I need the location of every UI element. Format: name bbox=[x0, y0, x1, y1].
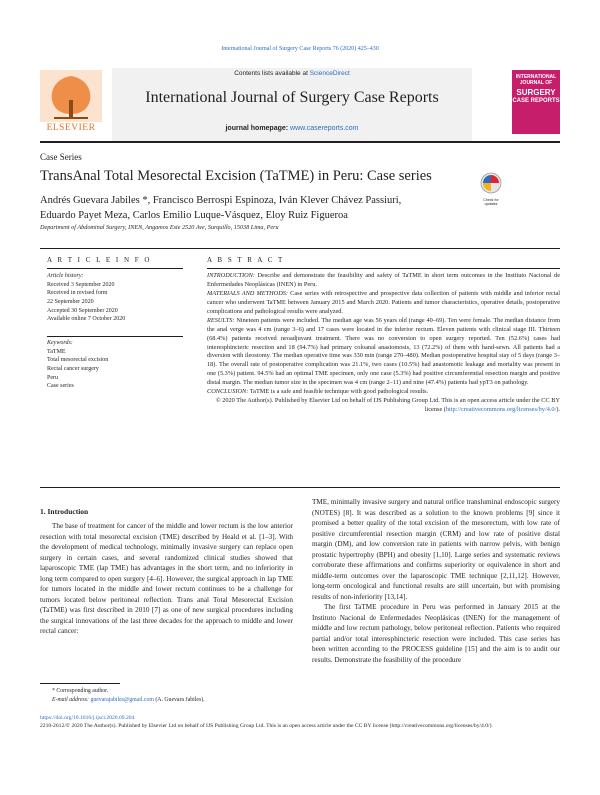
abstract-label: INTRODUCTION: bbox=[207, 272, 255, 279]
article-info-divider bbox=[47, 268, 183, 269]
body-right-column bbox=[312, 497, 560, 665]
footnote-divider bbox=[40, 683, 120, 684]
abstract-conclusion bbox=[207, 388, 560, 397]
abstract-results bbox=[207, 317, 560, 389]
introduction-heading: 1. Introduction bbox=[40, 507, 89, 516]
journal-cover-thumbnail[interactable] bbox=[512, 70, 560, 134]
authors-line: Eduardo Payet Meza, Carlos Emilio Luque-Vásquez, Eloy Ruiz Figueroa bbox=[40, 210, 348, 222]
doi-license-block bbox=[40, 714, 560, 730]
abstract-text: Nineteen patients were included. The median age was 56 years old (range 40–69). Ten were female. The median distance from the anal verge was 4 cm (range 3–6) and 17 cases were located in the inferior rectum. Eleven patients with clinical stage III. Thirteen (68.4%) patients received neoadjuvant treatment. There was no conversion to open surgery reported. Ten (52.6%) cases had interesphincteric resection and 18 (94.7%) had primary coloanal anastomosis, 13 (72.2%) of them with hand-sewn. All patients had a diversion with ileostomy. The median operative time was 330 min (range 270–480). Median postoperative hospital stay of 5 days (range 3–18). The overall rate of postoperative complication was 21.1%, two cases (10.5%) had anastomotic leakage and mortality was present in one (5.3%) patient. 94.5% had an optimal TME specimen, only one case (5.3%) had positive circumferential resection margin and positive distal margin. The median tumor size in the specimen was 4 cm (range 2–11) and nine (47.4%) patients had ypT3 on pathology. bbox=[207, 316, 560, 387]
license-statement: 2210-2612/© 2020 The Author(s). Published by Elsevier Ltd on behalf of IJS Publishing Group Ltd. This is an open access article under the CC BY license (http://creativecommons.org/licenses/by/4.0/). bbox=[40, 723, 493, 730]
license-link[interactable]: http://creativecommons.org/licenses/by/4.0/ bbox=[445, 406, 557, 414]
keyword-item: Case series bbox=[47, 383, 74, 390]
author-list bbox=[40, 193, 470, 223]
title-divider bbox=[40, 248, 560, 249]
elsevier-logo[interactable] bbox=[40, 70, 102, 134]
corresponding-author-note: * Corresponding author. bbox=[52, 688, 109, 694]
author-affiliation: Department of Abdominal Surgery, INEN, Angamos Este 2520 Ave, Surquillo, 15038 Lima, Peru bbox=[40, 224, 279, 231]
abstract-introduction bbox=[207, 272, 560, 290]
cover-text: INTERNATIONAL bbox=[515, 74, 557, 80]
keywords-list bbox=[47, 339, 108, 391]
history-item: Available online 7 October 2020 bbox=[47, 316, 126, 323]
abstract-text: Case series with retrospective and prospective data collection of patients with middle and inferior rectal cancer who underwent TaTME between January 2015 and March 2020. Patients and tumor characteristics, operative details, postoperative complications and pathological results were analyzed. bbox=[207, 289, 560, 315]
abstract-label: CONCLUSION: bbox=[207, 388, 249, 396]
abstract-body bbox=[207, 272, 560, 415]
publisher-logo-text: ELSEVIER bbox=[46, 123, 96, 133]
article-info-heading: A R T I C L E I N F O bbox=[47, 256, 152, 264]
header-divider bbox=[40, 141, 560, 143]
sciencedirect-link[interactable]: ScienceDirect bbox=[309, 70, 350, 77]
cover-text: JOURNAL OF bbox=[519, 80, 553, 86]
abstract-methods bbox=[207, 290, 560, 317]
contents-available-line bbox=[112, 70, 472, 77]
journal-homepage-line bbox=[112, 125, 472, 132]
authors-line: Andrés Guevara Jabiles *, Francisco Berrospi Espinoza, Iván Klever Chávez Passiuri, bbox=[40, 195, 402, 206]
keyword-item: Peru bbox=[47, 374, 58, 381]
abstract-label: RESULTS: bbox=[207, 316, 235, 324]
abstract-text: TaTME is a safe and feasible technique with good pathological results. bbox=[248, 388, 429, 396]
abstract-divider bbox=[207, 268, 560, 269]
history-item: Received 3 September 2020 bbox=[47, 281, 115, 288]
contents-prefix: Contents lists available at bbox=[234, 70, 310, 77]
email-name: (A. Guevara Jabiles). bbox=[153, 696, 205, 703]
doi-link[interactable]: https://doi.org/10.1016/j.ijscr.2020.09.204 bbox=[40, 715, 135, 721]
copyright-end: ). bbox=[556, 406, 560, 414]
footnotes bbox=[52, 687, 205, 704]
body-left-column: The base of treatment for cancer of the middle and lower rectum is the low anterior resection with total mesorectal excision (TME) described by Heald et al. [1–3]. With the development of medical technology, minimally invasive surgery can replace open surgery in certain cases, and several randomized clinical studies showed that laparoscopic TME (lap TME) has advantages in the short term, and no inferiority in long term compared to open surgery [4–6]. However, the surgical approach in lap TME for tumors located in the middle and lower rectum continues to be a challenge for tumors located below peritoneal reflection. Trans anal Total Mesorectal Excision (TaTME) was first described in 2010 [7] as one of new surgical procedures including the surgical innovations of the last three decades for the approach to middle and lower rectal cancer: bbox=[40, 522, 293, 636]
history-item: Received in revised form bbox=[47, 290, 108, 297]
homepage-label: journal homepage: bbox=[225, 125, 291, 132]
journal-header bbox=[40, 68, 560, 141]
copyright-text: © 2020 The Author(s). Published by Elsevier Ltd on behalf of IJS Publishing Group Ltd. This is an open access article under the CC BY license ( bbox=[215, 397, 560, 414]
crossmark-icon bbox=[478, 172, 504, 194]
article-title: TransAnal Total Mesorectal Excision (TaTME) in Peru: Case series bbox=[40, 168, 432, 184]
keyword-item: Rectal cancer surgery bbox=[47, 366, 99, 373]
abstract-text: Describe and demonstrate the feasibility and safety of TaTME in short term outcomes in the Instituto Nacional de Enfermedades Neoplásicas (INEN) in Peru. bbox=[207, 272, 560, 288]
history-item: Accepted 30 September 2020 bbox=[47, 307, 118, 314]
history-divider bbox=[47, 336, 183, 337]
history-item: 22 September 2020 bbox=[47, 299, 94, 306]
article-history bbox=[47, 272, 125, 324]
journal-reference[interactable]: International Journal of Surgery Case Reports 76 (2020) 425–430 bbox=[221, 46, 379, 52]
email-link[interactable]: guevarajabiles@gmail.com bbox=[90, 696, 154, 703]
journal-masthead bbox=[112, 68, 472, 141]
email-note bbox=[52, 696, 205, 705]
copyright-notice bbox=[207, 397, 560, 415]
keywords-label: Keywords: bbox=[47, 340, 73, 346]
body-paragraph: The first TaTME procedure in Peru was performed in January 2015 at the Instituto Nacional de Enfermedades Neoplásicas (INEN) for the management of middle and low rectum pathology, below peritoneal reflection. Patients who required partial and/or total interesphincteric resection were included. This case series has been written according to the PROCESS guideline [15] and the aim is to audit our results. Demonstrate the feasibility of the procedure bbox=[312, 603, 560, 664]
keyword-item: Total mesorectal excision bbox=[47, 357, 109, 364]
body-paragraph: TME, minimally invasive surgery and natural orifice transluminal endoscopic surgery (NOTES) [8]. It was described as a solution to the known problems [9] since it promised a better quality of the total excision of the mesorectum, with low rate of positive circumferential resection margin (CRM) and low rate of positive distal margin (DM), and low conversion rate in patients with narrow pelvis, with benign prostatic hypertrophy (BPH) and obesity [1,10]. Large series and systematic reviews corroborate these affirmations and confirms superiority or equivalence in short and middle-term outcomes over the laparoscopic TME technique [2,11,12]. However, long-term oncological and functional results are still uncertain, but with promising results of non-inferiority [13,14]. bbox=[312, 498, 560, 601]
keyword-item: TaTME bbox=[47, 348, 66, 355]
cover-text: SURGERY bbox=[516, 88, 556, 97]
history-label: Article history: bbox=[47, 273, 84, 279]
homepage-link[interactable]: www.casereports.com bbox=[290, 125, 359, 132]
abstract-heading: A B S T R A C T bbox=[207, 256, 285, 264]
email-label: E-mail address: bbox=[52, 696, 91, 703]
crossmark-label: Check for updates bbox=[483, 198, 499, 206]
cover-text: CASE REPORTS bbox=[512, 97, 560, 104]
journal-title: International Journal of Surgery Case Reports bbox=[145, 89, 439, 106]
abstract-label: MATERIALS AND METHODS: bbox=[207, 289, 288, 297]
abstract-bottom-divider bbox=[40, 487, 560, 488]
article-section-label: Case Series bbox=[40, 152, 82, 162]
crossmark-badge[interactable] bbox=[478, 172, 504, 206]
